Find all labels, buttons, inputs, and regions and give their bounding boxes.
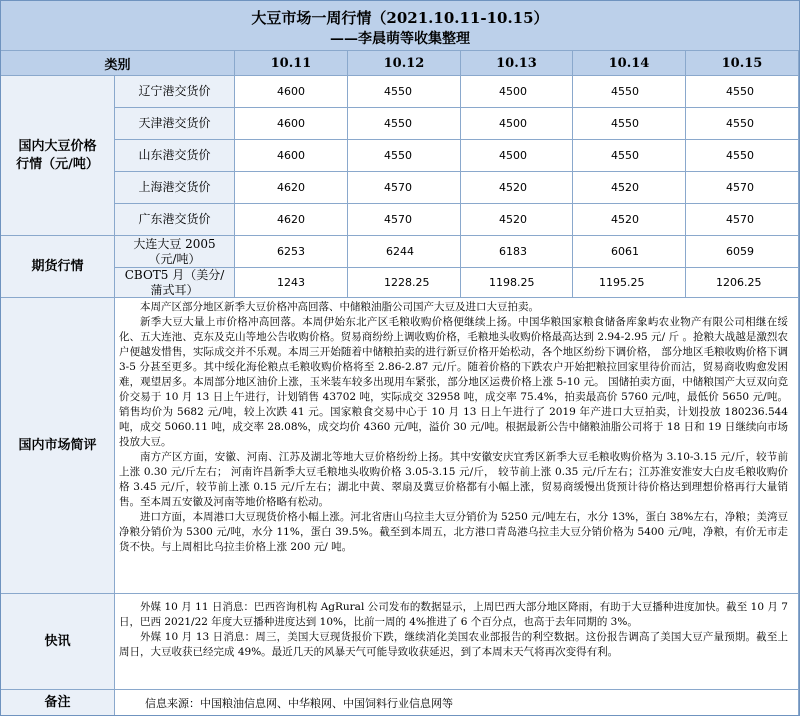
section-news-flash: 快讯	[1, 594, 115, 690]
review-paragraph: 进口方面，本周港口大豆现货价格小幅上涨。河北省唐山乌拉圭大豆分销价为 5250 元/吨左右，水分 13%，蛋白 38%左右，净粮；美湾豆净粮分销价为 5300 元/吨，水分 11%，蛋白 39.5%。截至到本周五，北方港口青岛港乌拉圭大豆分销价格为 5400 元/吨，净粮，有价无市走货不快。与上周相比乌拉圭价格上涨 200 元/ 吨。	[119, 511, 788, 553]
price-cell: 4550	[686, 76, 799, 108]
header-date-4: 10.14	[573, 51, 686, 76]
report-title: 大豆市场一周行情（2021.10.11-10.15）	[251, 9, 549, 27]
price-cell: 4550	[348, 140, 461, 172]
futures-cell: 1206.25	[686, 268, 799, 298]
report-compiler: ——李晨萌等收集整理	[330, 31, 470, 47]
price-cell: 4600	[235, 140, 348, 172]
futures-cell: 1195.25	[573, 268, 686, 298]
price-cell: 4620	[235, 204, 348, 236]
futures-cbot-soybean: CBOT5 月（美分/蒲式耳）	[115, 268, 235, 298]
price-cell: 4570	[348, 172, 461, 204]
price-cell: 4500	[461, 76, 573, 108]
price-cell: 4550	[348, 76, 461, 108]
review-paragraph: 新季大豆大量上市价格冲高回落。本周伊始东北产区毛粮收购价格便继续上扬。中国华粮国家粮食储备库象屿农业物产有限公司相继在绥化、五大连池、克东及克山等地公告收购价格。贸易商纷纷上调收购价格，毛粮地头收购价格最高达到 2.94-2.95 元/ 斤 。抢粮大战越是激烈农户便越发惜售，实际成交并不乐观。本周三开始随着中储粮拍卖的进行新豆价格开始松动，各个地区纷纷下调价格， 部分地区毛粮收购价格下调 3-5 分甚至更多。其中绥化海伦粮点毛粮收购价格将至 2.86-2.87 元/斤。随着价格的下跌农户开始把粮拉回家里待价而沽，贸易商收购愈发困难，观望居多。本周部分地区油价上涨，玉米装车较多出现用车紧张，部分地区运费价格上涨 5-10 元。 国储拍卖方面，中储粮国产大豆双向竞价交易于 10 月 13 日上午进行，计划销售 43702 吨，实际成交 32958 吨，成交率 75.4%，拍卖最高价 5760 元/吨，最低价 5650 元/吨。销售均价为 5682 元/吨，较上次跌 41 元。国家粮食交易中心于 10 月 13 日上午进行了 2019 年产进口大豆拍卖，计划投放 180236.544 吨，成交 5060.11 吨，成交率 28.08%，成交均价 4360 元/吨，溢价 30 元/吨。根据最新公告中储粮油脂公司将于 18 日和 19 日继续向市场投放大豆。	[119, 316, 788, 448]
futures-cell: 1243	[235, 268, 348, 298]
port-guangdong: 广东港交货价	[115, 204, 235, 236]
news-paragraph: 外媒 10 月 13 日消息：周三，美国大豆现货报价下跌，继续消化美国农业部报告的利空数据。这份报告调高了美国大豆产量预期。截至上周日，大豆收获已经完成 49%。最近几天的风暴天气可能导致收获延迟，到了本周末天气将再次变得有利。	[119, 631, 788, 658]
price-cell: 4520	[461, 172, 573, 204]
price-cell: 4500	[461, 108, 573, 140]
price-cell: 4550	[573, 108, 686, 140]
futures-dalian-soybean: 大连大豆 2005（元/吨）	[115, 236, 235, 268]
price-cell: 4570	[686, 172, 799, 204]
section-domestic-price: 国内大豆价格行情（元/吨）	[1, 76, 115, 236]
header-date-5: 10.15	[686, 51, 799, 76]
price-cell: 4550	[573, 76, 686, 108]
price-cell: 4600	[235, 108, 348, 140]
price-cell: 4570	[686, 204, 799, 236]
futures-cell: 6253	[235, 236, 348, 268]
futures-cell: 6183	[461, 236, 573, 268]
futures-cell: 1198.25	[461, 268, 573, 298]
price-cell: 4550	[686, 108, 799, 140]
futures-cell: 6244	[348, 236, 461, 268]
section-remarks: 备注	[1, 690, 115, 715]
header-date-3: 10.13	[461, 51, 573, 76]
review-paragraph: 南方产区方面，安徽、河南、江苏及湖北等地大豆价格纷纷上扬。其中安徽安庆宜秀区新季大豆毛粮收购价格为 3.10-3.15 元/斤，较节前上涨 0.30 元/斤左右； 河南许昌新季大豆毛粮地头收购价格 3.05-3.15 元/斤， 较节前上涨 0.35 元/斤左右；江苏淮安淮安大白皮毛粮收购价格 3.45 元/斤，较节前上涨 0.15 元/斤左右；湖北中黄、翠扇及冀豆价格都有小幅上涨，贸易商缓慢出货预计待价格达到理想价格再行大量销售。至本周五安徽及河南等地价格略有松动。	[119, 451, 788, 508]
review-paragraph: 本周产区部分地区新季大豆价格冲高回落、中储粮油脂公司国产大豆及进口大豆拍卖。	[140, 301, 539, 313]
section-market-review: 国内市场简评	[1, 298, 115, 594]
price-cell: 4620	[235, 172, 348, 204]
report-title-block	[1, 1, 799, 51]
futures-cell: 6061	[573, 236, 686, 268]
price-cell: 4550	[573, 140, 686, 172]
section-futures: 期货行情	[1, 236, 115, 298]
header-date-1: 10.11	[235, 51, 348, 76]
port-shandong: 山东港交货价	[115, 140, 235, 172]
port-tianjin: 天津港交货价	[115, 108, 235, 140]
price-cell: 4520	[573, 204, 686, 236]
price-cell: 4550	[348, 108, 461, 140]
price-cell: 4570	[348, 204, 461, 236]
news-paragraph: 外媒 10 月 11 日消息：巴西咨询机构 AgRural 公司发布的数据显示，上周巴西大部分地区降雨，有助于大豆播种进度加快。截至 10 月 7 日，巴西 2021/22 年度大豆播种进度达到 10%，比前一周的 4%推进了 6 个百分点，也高于去年同期的 3%。	[119, 601, 788, 628]
price-cell: 4520	[573, 172, 686, 204]
futures-cell: 6059	[686, 236, 799, 268]
price-cell: 4520	[461, 204, 573, 236]
price-cell: 4600	[235, 76, 348, 108]
futures-cell: 1228.25	[348, 268, 461, 298]
market-review-text	[115, 298, 799, 594]
info-source: 信息来源：中国粮油信息网、中华粮网、中国饲料行业信息网等	[115, 690, 799, 715]
price-cell: 4500	[461, 140, 573, 172]
port-shanghai: 上海港交货价	[115, 172, 235, 204]
news-flash-text	[115, 594, 799, 690]
port-liaoning: 辽宁港交货价	[115, 76, 235, 108]
header-category: 类别	[1, 51, 235, 76]
header-date-2: 10.12	[348, 51, 461, 76]
price-cell: 4550	[686, 140, 799, 172]
